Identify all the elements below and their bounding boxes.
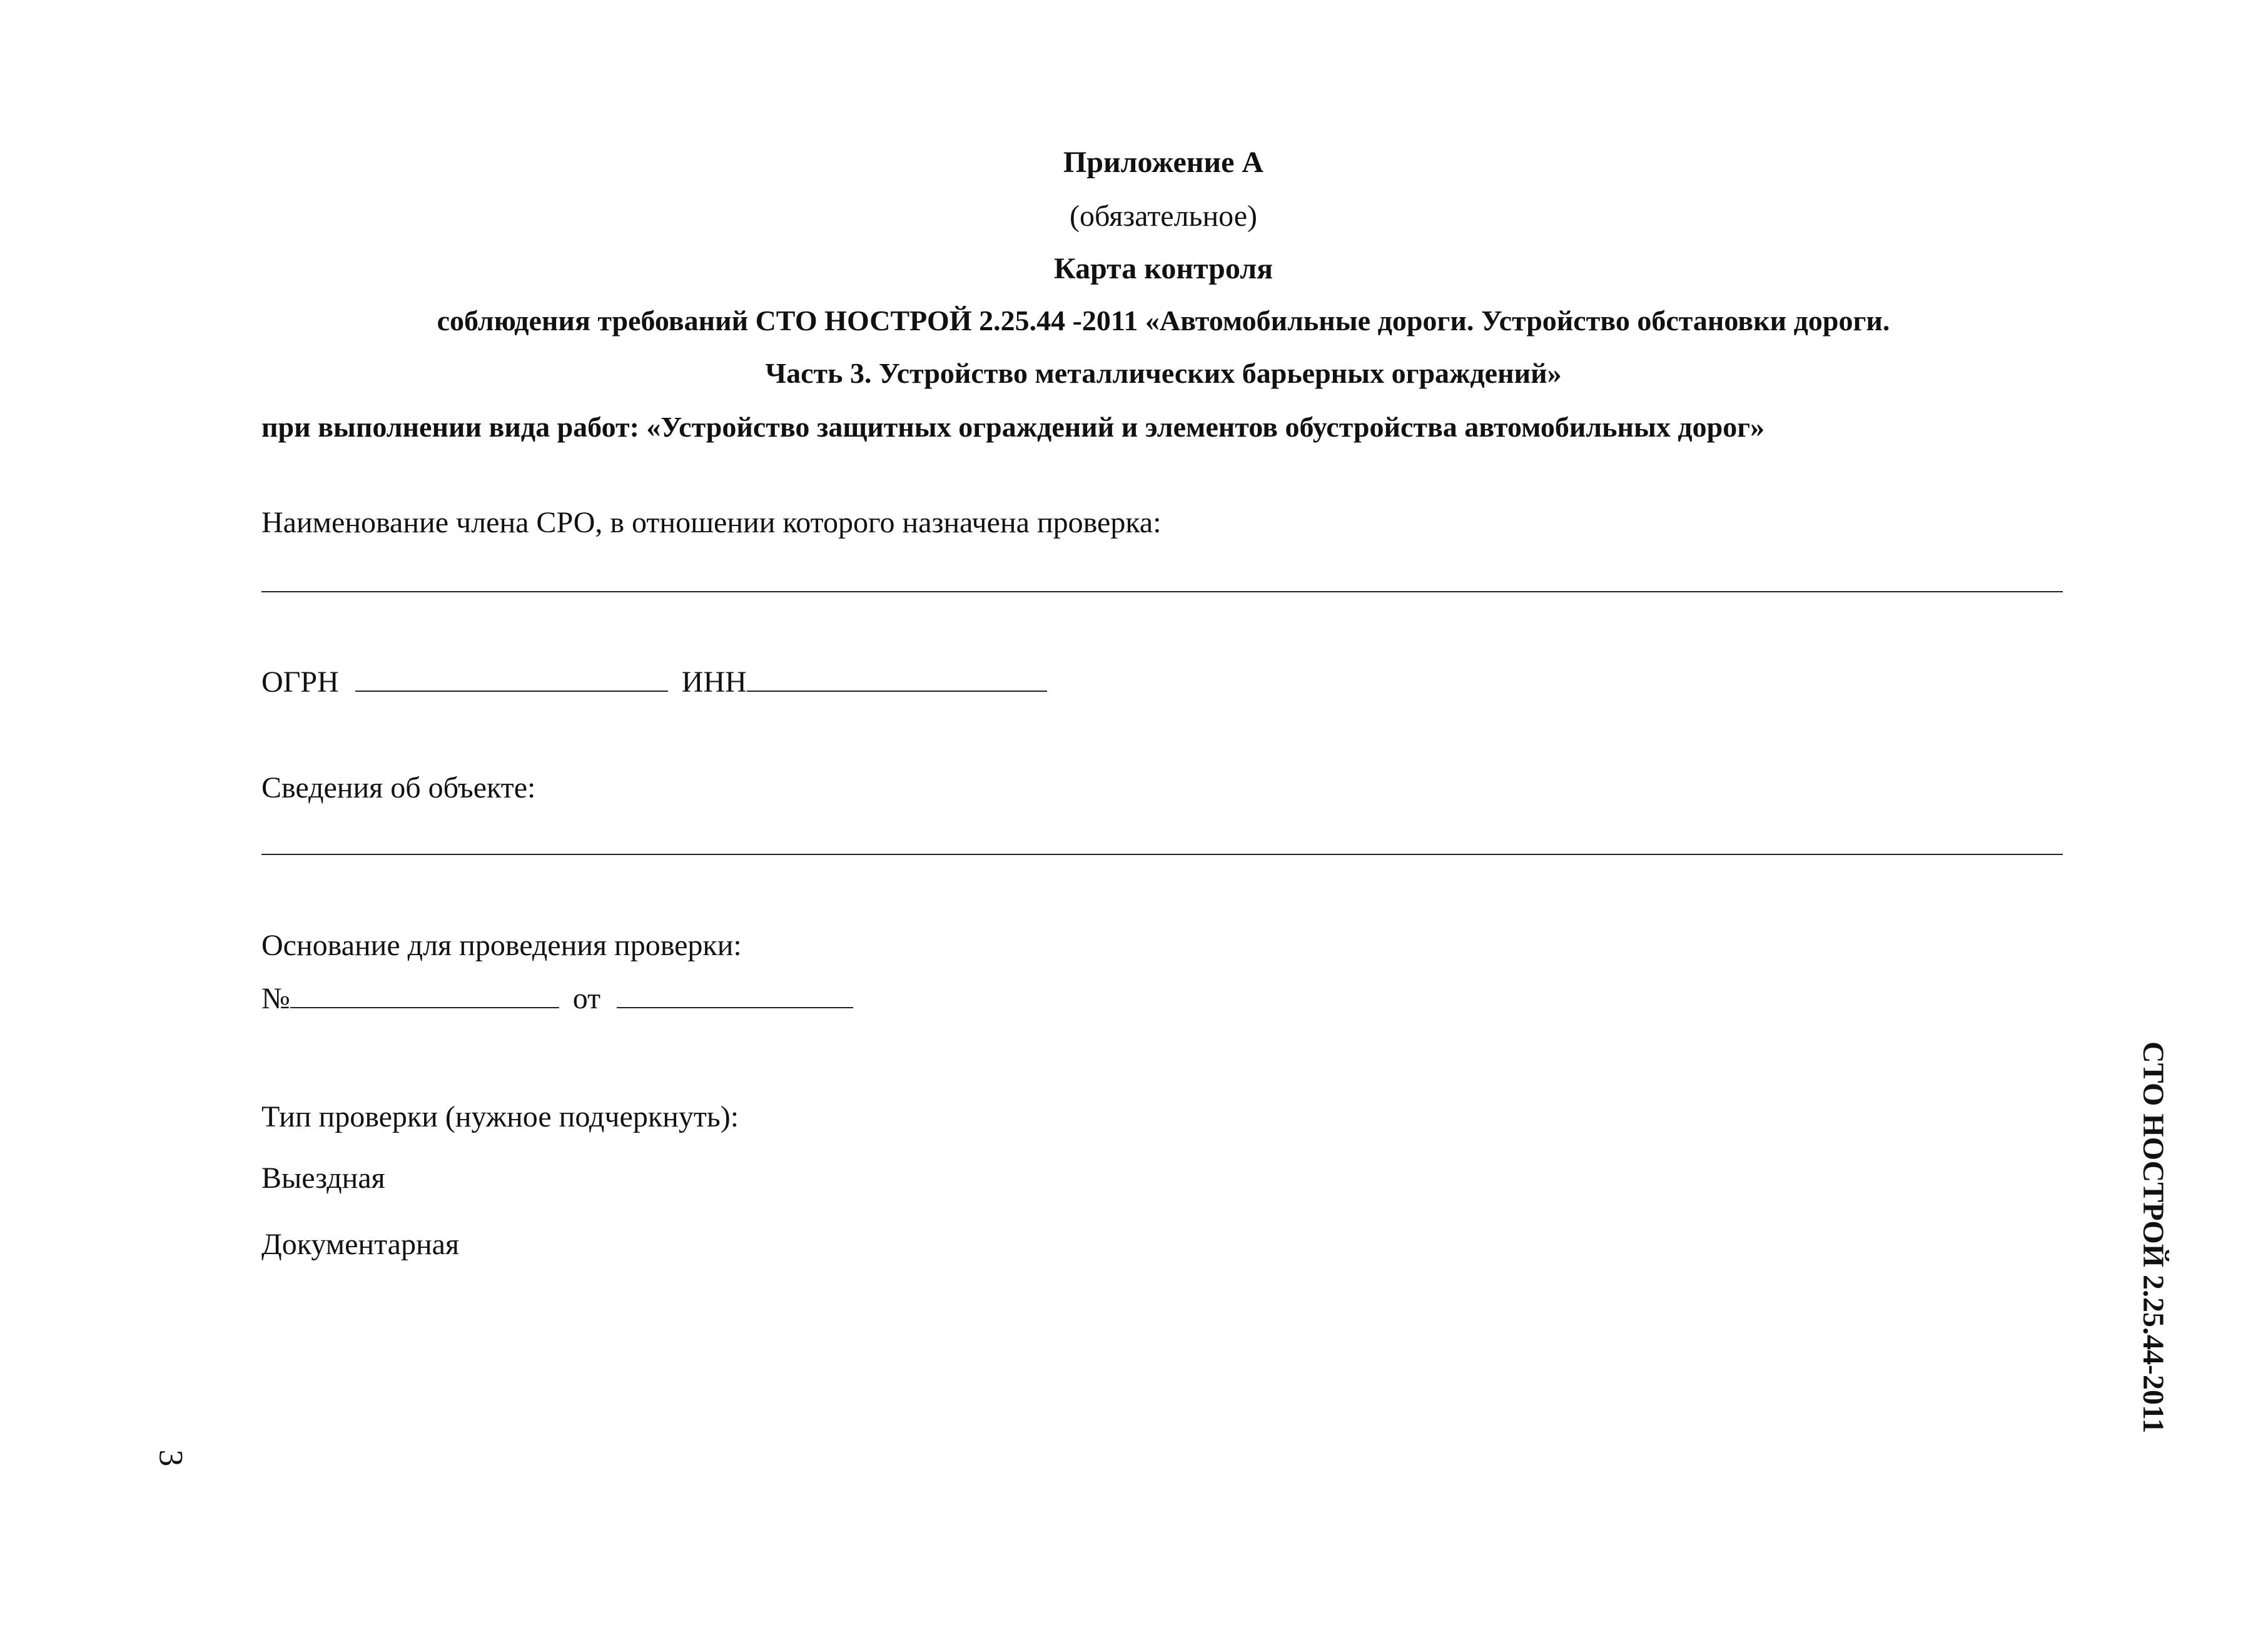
document-subtitle-line2: Часть 3. Устройство металлических барьерных ограждений»	[765, 357, 1562, 389]
ogrn-inn-row	[261, 664, 1047, 699]
inn-field[interactable]	[747, 664, 1047, 692]
standard-code-vertical: СТО НОСТРОЙ 2.25.44-2011	[2137, 1041, 2170, 1434]
inn-label: ИНН	[681, 666, 747, 699]
document-subtitle-line1: соблюдения требований СТО НОСТРОЙ 2.25.44 -2011 «Автомобильные дороги. Устройство обстановки дороги.	[437, 305, 1890, 337]
page-number: 3	[152, 1449, 190, 1467]
document-title: Карта контроля	[1053, 252, 1273, 285]
basis-label: Основание для проведения проверки:	[261, 929, 742, 962]
number-field[interactable]	[290, 981, 559, 1008]
basis-number-row	[261, 981, 853, 1016]
date-field[interactable]	[617, 981, 853, 1008]
inspection-type-label: Тип проверки (нужное подчеркнуть):	[261, 1100, 739, 1133]
member-name-label: Наименование члена СРО, в отношении которого назначена проверка:	[261, 506, 1162, 539]
ogrn-label: ОГРН	[261, 666, 339, 699]
option-documentary[interactable]: Документарная	[261, 1228, 460, 1261]
object-info-field[interactable]	[261, 854, 2063, 855]
object-info-label: Сведения об объекте:	[261, 771, 536, 804]
ogrn-field[interactable]	[355, 664, 668, 692]
member-name-field[interactable]	[261, 591, 2063, 592]
date-label: от	[572, 982, 601, 1015]
appendix-heading: Приложение А	[1063, 146, 1264, 179]
appendix-status: (обязательное)	[1070, 200, 1257, 233]
option-onsite[interactable]: Выездная	[261, 1162, 385, 1195]
number-label: №	[261, 982, 290, 1015]
work-type-line: при выполнении вида работ: «Устройство защитных ограждений и элементов обустройства автомобильных дорог»	[261, 411, 1765, 443]
